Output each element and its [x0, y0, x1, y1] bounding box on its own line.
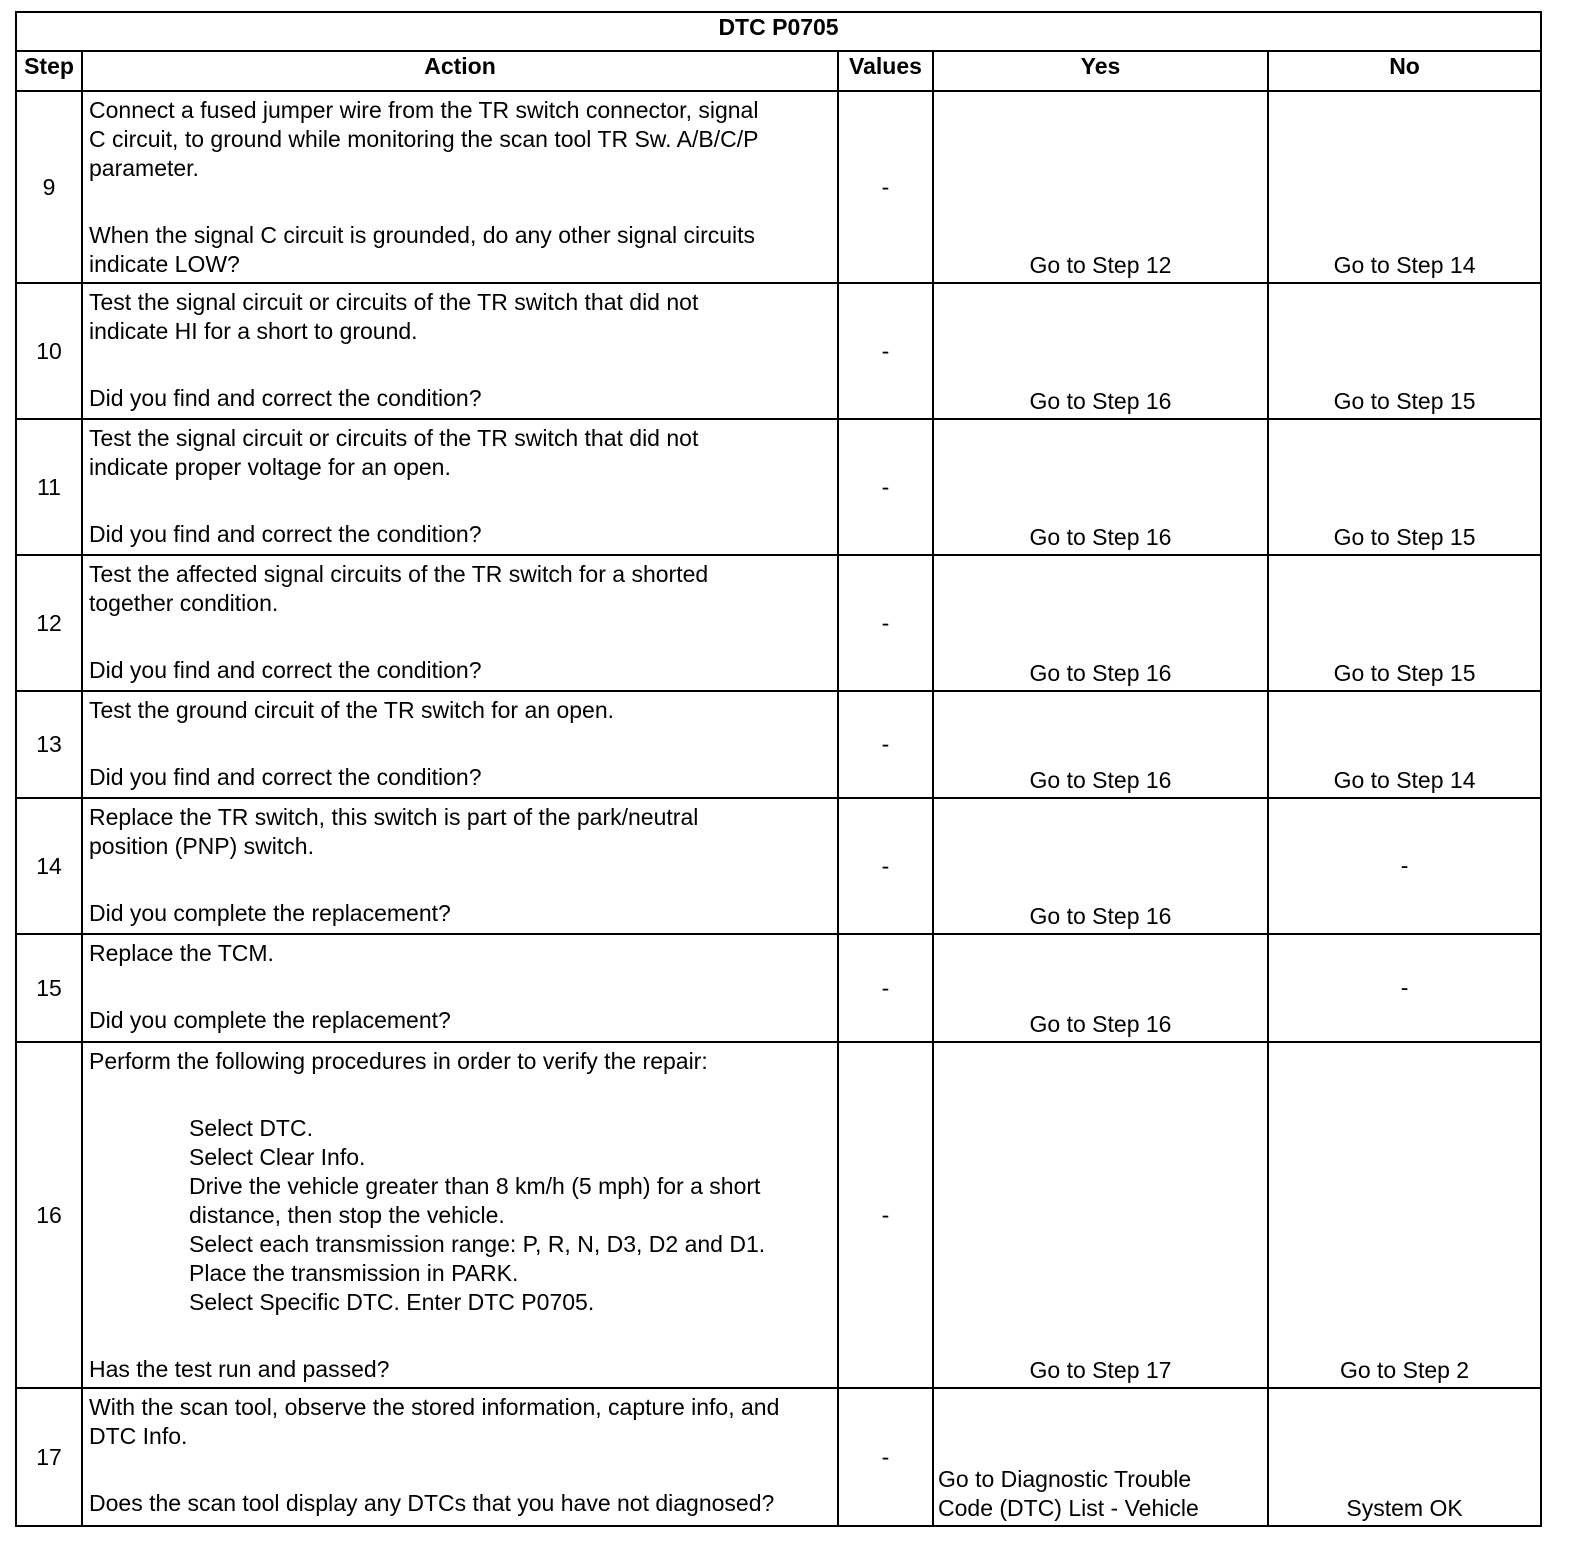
action-line: Replace the TCM. [89, 940, 274, 966]
action-line: together condition. [89, 590, 279, 616]
action-line: With the scan tool, observe the stored information, capture info, and [89, 1394, 780, 1420]
yes-cell [933, 798, 1268, 934]
step-number: 16 [16, 1042, 82, 1388]
header-values: Values [838, 51, 933, 91]
yes-result: Go to Step 16 [1029, 388, 1172, 414]
no-result: Go to Step 15 [1333, 388, 1476, 414]
question-line: Did you complete the replacement? [89, 1007, 451, 1033]
no-result: System OK [1346, 1495, 1463, 1521]
step-number: 13 [16, 691, 82, 798]
step-number: 10 [16, 283, 82, 419]
table-row [16, 934, 1541, 1042]
action-line: parameter. [89, 155, 199, 181]
action-cell [82, 91, 838, 283]
values-cell: - [838, 934, 933, 1042]
header-yes: Yes [933, 51, 1268, 91]
procedure-list [89, 1114, 831, 1317]
dtc-table [15, 11, 1542, 1527]
action-cell [82, 798, 838, 934]
yes-result: Go to Step 16 [1029, 767, 1172, 793]
yes-cell [933, 283, 1268, 419]
yes-result: Go to Step 16 [1029, 524, 1172, 550]
values-cell: - [838, 419, 933, 555]
question-line: indicate LOW? [89, 251, 240, 277]
action-line: C circuit, to ground while monitoring the scan tool TR Sw. A/B/C/P [89, 126, 759, 152]
action-line: DTC Info. [89, 1423, 188, 1449]
no-result: Go to Step 14 [1333, 252, 1476, 278]
procedure-item: Place the transmission in PARK. [189, 1260, 519, 1286]
table-row [16, 419, 1541, 555]
table-row [16, 798, 1541, 934]
no-result: Go to Step 2 [1339, 1357, 1470, 1383]
question-line: Does the scan tool display any DTCs that you have not diagnosed? [89, 1490, 775, 1516]
action-cell [82, 691, 838, 798]
yes-result-line: Code (DTC) List - Vehicle [938, 1495, 1199, 1521]
values-cell: - [838, 691, 933, 798]
table-row [16, 91, 1541, 283]
action-line: indicate proper voltage for an open. [89, 454, 451, 480]
values-cell: - [838, 798, 933, 934]
no-cell [1268, 798, 1541, 934]
action-line: Perform the following procedures in order to verify the repair: [89, 1048, 708, 1074]
action-cell [82, 283, 838, 419]
table-row [16, 1042, 1541, 1388]
step-number: 9 [16, 91, 82, 283]
yes-cell [933, 91, 1268, 283]
table-row [16, 1388, 1541, 1526]
values-cell: - [838, 555, 933, 691]
action-line: position (PNP) switch. [89, 833, 314, 859]
action-cell [82, 555, 838, 691]
procedure-item: distance, then stop the vehicle. [189, 1202, 505, 1228]
values-cell: - [838, 91, 933, 283]
action-question [89, 221, 831, 279]
action-cell [82, 1042, 838, 1388]
header-step: Step [16, 51, 82, 91]
step-number: 14 [16, 798, 82, 934]
procedure-item: Select Specific DTC. Enter DTC P0705. [189, 1289, 595, 1315]
yes-result: Go to Step 16 [1029, 660, 1172, 686]
yes-result: Go to Step 12 [1029, 252, 1172, 278]
yes-cell [933, 1388, 1268, 1526]
procedure-item: Drive the vehicle greater than 8 km/h (5 mph) for a short [189, 1173, 761, 1199]
no-cell [1268, 555, 1541, 691]
no-result: Go to Step 14 [1333, 767, 1476, 793]
yes-result [934, 1465, 1267, 1523]
step-number: 15 [16, 934, 82, 1042]
table-row [16, 691, 1541, 798]
question-line: Did you complete the replacement? [89, 900, 451, 926]
question-line: Did you find and correct the condition? [89, 657, 482, 683]
header-action: Action [82, 51, 838, 91]
action-line: indicate HI for a short to ground. [89, 318, 418, 344]
values-cell: - [838, 1042, 933, 1388]
no-cell [1268, 283, 1541, 419]
table-row [16, 283, 1541, 419]
no-cell [1268, 1042, 1541, 1388]
no-cell [1268, 91, 1541, 283]
yes-cell [933, 691, 1268, 798]
yes-cell [933, 934, 1268, 1042]
procedure-item: Select DTC. [189, 1115, 313, 1141]
no-cell [1268, 419, 1541, 555]
procedure-item: Select Clear Info. [189, 1144, 366, 1170]
step-number: 17 [16, 1388, 82, 1526]
table-row [16, 555, 1541, 691]
table-title: DTC P0705 [16, 12, 1541, 51]
no-cell [1268, 1388, 1541, 1526]
action-line: Test the ground circuit of the TR switch for an open. [89, 697, 615, 723]
yes-result-line: Go to Diagnostic Trouble [938, 1466, 1192, 1492]
question-line: Has the test run and passed? [89, 1356, 390, 1382]
yes-cell [933, 1042, 1268, 1388]
yes-result: Go to Step 16 [1029, 1011, 1172, 1037]
values-cell: - [838, 283, 933, 419]
question-line: Did you find and correct the condition? [89, 385, 482, 411]
yes-cell [933, 555, 1268, 691]
action-line: Connect a fused jumper wire from the TR switch connector, signal [89, 97, 759, 123]
no-result: Go to Step 15 [1333, 660, 1476, 686]
question-line: Did you find and correct the condition? [89, 764, 482, 790]
step-number: 11 [16, 419, 82, 555]
action-cell [82, 934, 838, 1042]
yes-cell [933, 419, 1268, 555]
action-cell [82, 419, 838, 555]
header-no: No [1268, 51, 1541, 91]
question-line: Did you find and correct the condition? [89, 521, 482, 547]
action-line: Test the signal circuit or circuits of the TR switch that did not [89, 425, 699, 451]
no-cell [1268, 691, 1541, 798]
question-line: When the signal C circuit is grounded, do any other signal circuits [89, 222, 756, 248]
procedure-item: Select each transmission range: P, R, N, D3, D2 and D1. [189, 1231, 766, 1257]
values-cell: - [838, 1388, 933, 1526]
action-line: Replace the TR switch, this switch is part of the park/neutral [89, 804, 699, 830]
action-line: Test the signal circuit or circuits of the TR switch that did not [89, 289, 699, 315]
no-result: Go to Step 15 [1333, 524, 1476, 550]
no-result: - [1400, 974, 1409, 1001]
no-result: - [1400, 852, 1409, 879]
step-number: 12 [16, 555, 82, 691]
no-cell [1268, 934, 1541, 1042]
yes-result: Go to Step 17 [1029, 1357, 1172, 1383]
action-text [89, 96, 831, 183]
action-cell [82, 1388, 838, 1526]
action-line: Test the affected signal circuits of the TR switch for a shorted [89, 561, 709, 587]
yes-result: Go to Step 16 [1029, 903, 1172, 929]
